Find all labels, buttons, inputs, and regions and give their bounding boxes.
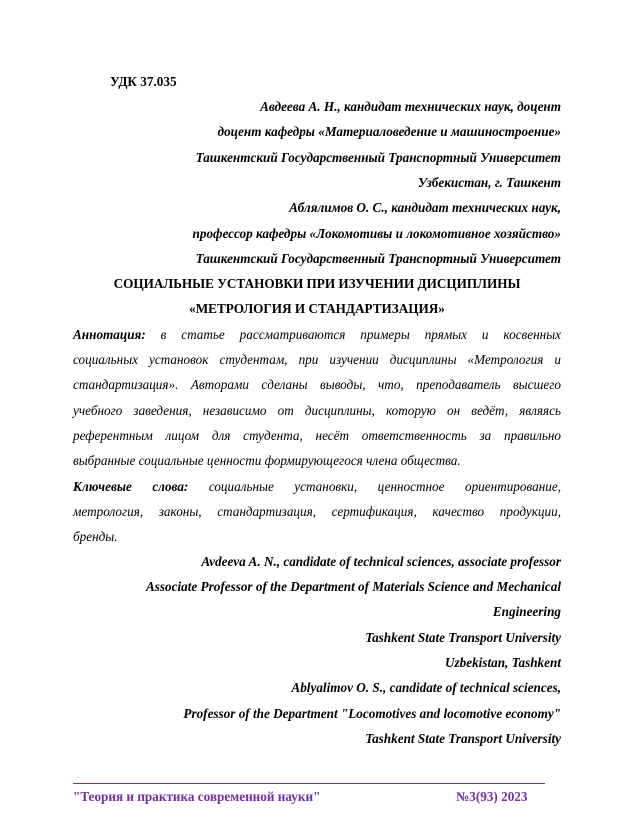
keywords-line2: метрология, законы, стандартизация, сертификация, качество продукции, (73, 504, 561, 519)
author1-university: Ташкентский Государственный Транспортный Университет (195, 150, 561, 165)
author1-department: доцент кафедры «Материаловедение и машиностроение» (217, 124, 561, 139)
footer-journal-title: "Теория и практика современной науки" (73, 789, 321, 804)
author1-name-en: Avdeeva A. N., candidate of technical sciences, associate professor (201, 554, 561, 569)
author2-department-en: Professor of the Department "Locomotives and locomotive economy" (183, 706, 561, 721)
footer-issue-number: №3(93) 2023 (456, 789, 528, 804)
udk-code: УДК 37.035 (110, 74, 177, 89)
author1-department-en-cont: Engineering (492, 604, 561, 619)
author1-location-en: Uzbekistan, Tashkent (444, 655, 561, 670)
author1-department-en: Associate Professor of the Department of Materials Science and Mechanical (145, 579, 561, 594)
abstract-line1: Аннотация: в статье рассматриваются примеры прямых и косвенных (73, 327, 561, 342)
paper-title-line1: СОЦИАЛЬНЫЕ УСТАНОВКИ ПРИ ИЗУЧЕНИИ ДИСЦИПЛИНЫ (113, 276, 521, 291)
abstract-line4: учебного заведения, независимо от дисциплины, которую он ведёт, являясь (73, 403, 561, 418)
author2-university: Ташкентский Государственный Транспортный Университет (195, 251, 561, 266)
paper-title-line2: «МЕТРОЛОГИЯ И СТАНДАРТИЗАЦИЯ» (189, 301, 445, 316)
abstract-line3: стандартизация». Авторами сделаны выводы, что, преподаватель высшего (73, 377, 561, 392)
keywords-line3: бренды. (73, 529, 118, 544)
abstract-label: Аннотация: (73, 327, 146, 342)
author1-name: Авдеева А. Н., кандидат технических наук, доцент (260, 99, 561, 114)
author2-name-en: Ablyalimov O. S., candidate of technical sciences, (291, 680, 561, 695)
author1-location: Узбекистан, г. Ташкент (417, 175, 561, 190)
author2-university-en: Tashkent State Transport University (365, 731, 561, 746)
author1-university-en: Tashkent State Transport University (365, 630, 561, 645)
keywords-line1: Ключевые слова: социальные установки, ценностное ориентирование, (73, 479, 561, 494)
footer-divider (73, 783, 545, 784)
author2-department: профессор кафедры «Локомотивы и локомотивное хозяйство» (192, 226, 561, 241)
author2-name: Аблялимов О. С., кандидат технических наук, (289, 200, 561, 215)
abstract-line5: референтным лицом для студента, несёт ответственность за правильно (73, 428, 561, 443)
abstract-line2: социальных установок студентам, при изучении дисциплины «Метрология и (73, 352, 561, 367)
keywords-label: Ключевые слова: (73, 479, 189, 494)
abstract-line6: выбранные социальные ценности формирующегося члена общества. (73, 453, 461, 468)
